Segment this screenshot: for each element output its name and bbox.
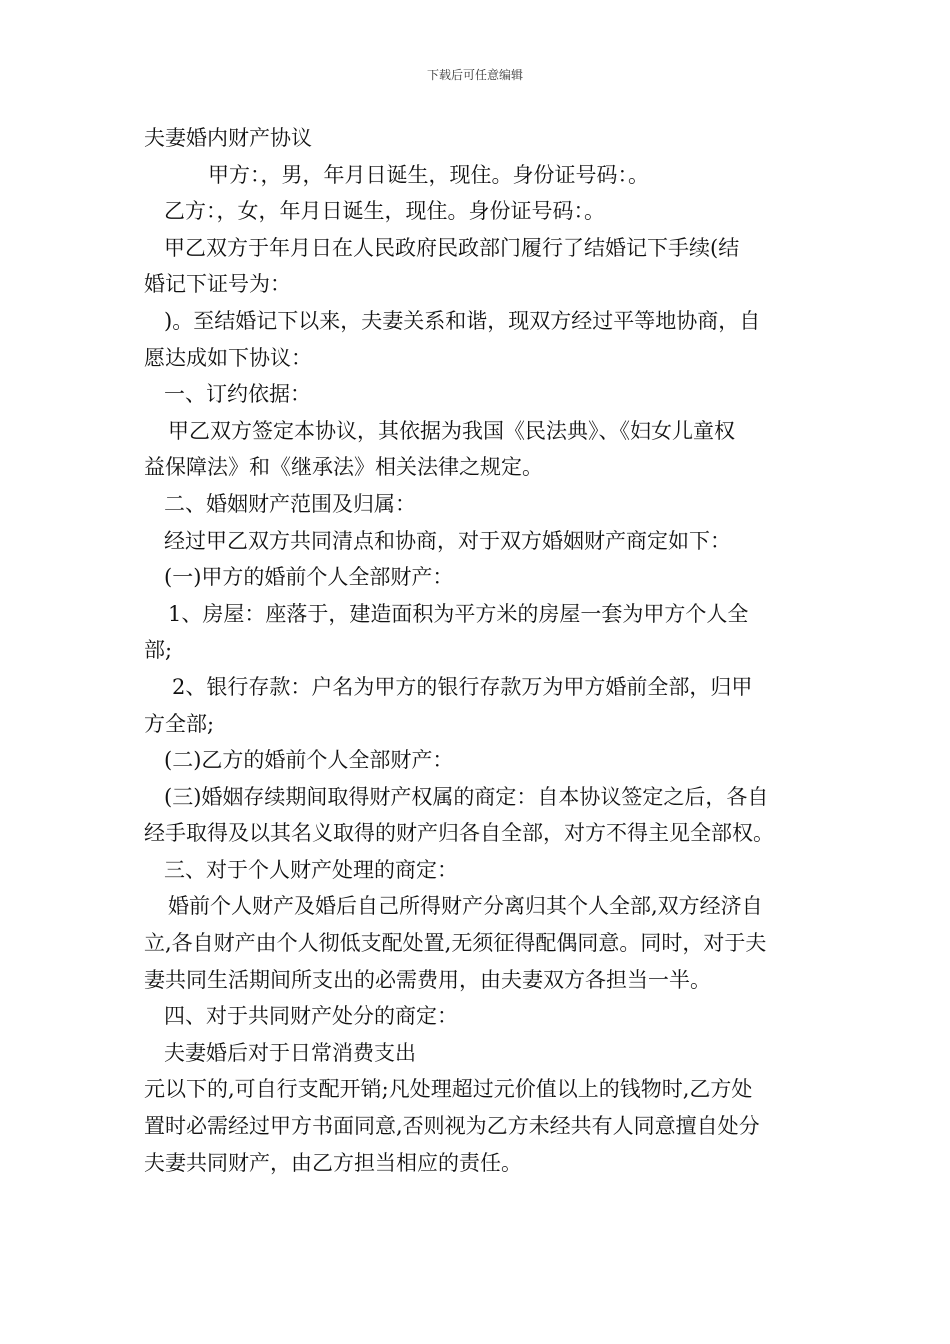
section-heading: 四、对于共同财产处分的商定： [164, 1004, 458, 1029]
section-heading: 二、婚姻财产范围及归属： [164, 491, 416, 516]
paragraph-line: 元以下的,可自行支配开销;凡处理超过元价值以上的钱物时,乙方处 [144, 1077, 753, 1102]
paragraph-line: 1、房屋：座落于，建造面积为平方米的房屋一套为甲方个人全 [168, 601, 749, 626]
paragraph-line: 夫妻共同财产，由乙方担当相应的责任。 [144, 1150, 522, 1175]
paragraph-line: 经过甲乙双方共同清点和协商，对于双方婚姻财产商定如下： [164, 528, 731, 553]
document-body [144, 120, 809, 1181]
paragraph-line: 置时必需经过甲方书面同意,否则视为乙方未经共有人同意擅自处分 [144, 1114, 760, 1139]
paragraph-line: 经手取得及以其名义取得的财产归各自全部，对方不得主见全部权。 [144, 821, 774, 846]
paragraph-line: 益保障法》和《继承法》相关法律之规定。 [144, 455, 543, 480]
paragraph-line: 夫妻婚后对于日常消费支出 [164, 1040, 416, 1065]
paragraph-line: 甲乙双方签定本协议，其依据为我国《民法典》、《妇女儿童权 [168, 418, 735, 443]
paragraph-line: 2、银行存款：户名为甲方的银行存款万为甲方婚前全部，归甲 [172, 674, 753, 699]
paragraph-line: 婚前个人财产及婚后自己所得财产分离归其个人全部,双方经济自 [168, 894, 763, 919]
paragraph-line: 立,各自财产由个人彻低支配处置,无须征得配偶同意。同时，对于夫 [144, 931, 767, 956]
section-heading: 三、对于个人财产处理的商定： [164, 857, 458, 882]
paragraph-line: 婚记下证号为： [144, 272, 291, 297]
paragraph-line: 妻共同生活期间所支出的必需费用，由夫妻双方各担当一半。 [144, 967, 711, 992]
paragraph-line: 甲方：，男，年月日诞生，现住。身份证号码：。 [208, 162, 649, 187]
section-heading: 一、订约依据： [164, 382, 311, 407]
paragraph-line: 乙方：，女，年月日诞生，现住。身份证号码：。 [164, 199, 605, 224]
paragraph-line: 愿达成如下协议： [144, 345, 312, 370]
subsection-heading: (一)甲方的婚前个人全部财产： [164, 565, 454, 590]
paragraph-line: (三)婚姻存续期间取得财产权属的商定：自本协议签定之后，各自 [164, 784, 769, 809]
page-header-note: 下载后可任意编辑 [426, 68, 523, 82]
paragraph-line: 部; [144, 638, 173, 663]
subsection-heading: (二)乙方的婚前个人全部财产： [164, 748, 454, 773]
paragraph-line: )。至结婚记下以来，夫妻关系和谐，现双方经过平等地协商，自 [164, 308, 761, 333]
document-title: 夫妻婚内财产协议 [144, 126, 312, 150]
paragraph-line: 甲乙双方于年月日在人民政府民政部门履行了结婚记下手续(结 [164, 235, 740, 260]
paragraph-line: 方全部; [144, 711, 215, 736]
